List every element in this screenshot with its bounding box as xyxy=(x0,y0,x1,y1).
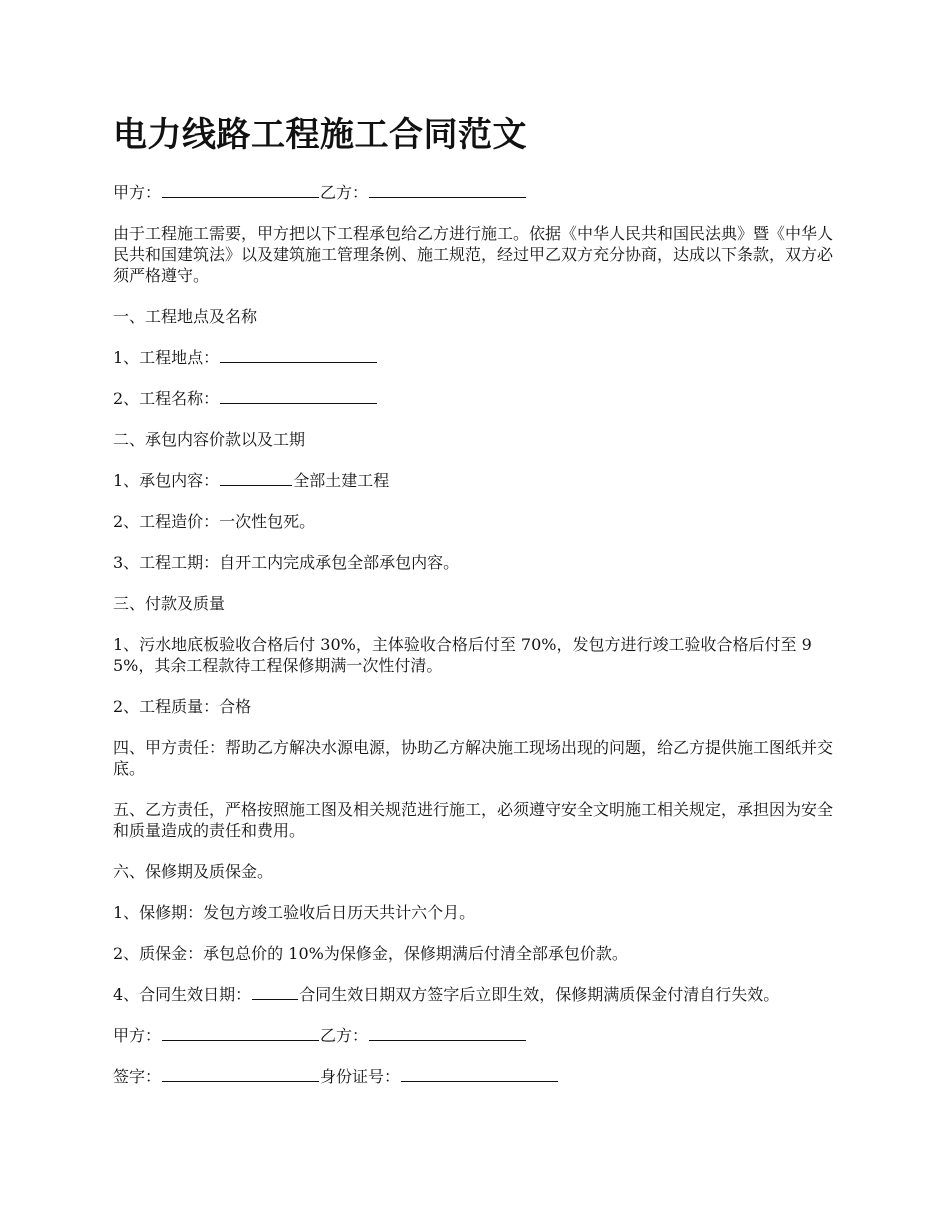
party-line-bottom xyxy=(113,1025,843,1046)
party-b-blank-bottom xyxy=(369,1039,526,1041)
party-a-blank xyxy=(162,196,319,198)
section-1-item-1 xyxy=(113,347,843,368)
party-a-blank-bottom xyxy=(162,1039,319,1041)
party-b-label-bottom: 乙方： xyxy=(320,1026,369,1045)
document-title: 电力线路工程施工合同范文 xyxy=(113,115,527,155)
section-1-item-2 xyxy=(113,388,843,409)
signature-blank xyxy=(162,1080,319,1082)
section-2-item-2: 2、工程造价：一次性包死。 xyxy=(113,512,316,531)
section-1-heading: 一、工程地点及名称 xyxy=(113,307,258,326)
signature-line xyxy=(113,1066,843,1087)
section-3-item-1: 1、污水地底板验收合格后付 30%，主体验收合格后付至 70%，发包方进行竣工验收合格后付至 95%，其余工程款待工程保修期满一次性付清。 xyxy=(113,635,812,675)
project-location-blank xyxy=(220,361,377,363)
section-5-paragraph: 五、乙方责任，严格按照施工图及相关规范进行施工，必须遵守安全文明施工相关规定，承担因为安全和质量造成的责任和费用。 xyxy=(113,800,834,840)
party-b-blank xyxy=(369,196,526,198)
section-6-heading: 六、保修期及质保金。 xyxy=(113,862,274,881)
party-line-top xyxy=(113,182,843,203)
party-a-label: 甲方： xyxy=(113,183,162,202)
id-number-label: 身份证号： xyxy=(320,1067,401,1086)
section-6-item-1: 1、保修期：发包方竣工验收后日历天共计六个月。 xyxy=(113,903,476,922)
project-name-label: 2、工程名称： xyxy=(113,389,220,408)
id-number-blank xyxy=(401,1080,558,1082)
effective-date-text: 合同生效日期双方签字后立即生效，保修期满质保金付清自行失效。 xyxy=(299,985,780,1004)
signature-label: 签字： xyxy=(113,1067,162,1086)
section-2-heading: 二、承包内容价款以及工期 xyxy=(113,430,306,449)
section-3-item-2: 2、工程质量：合格 xyxy=(113,697,252,716)
contract-scope-label: 1、承包内容： xyxy=(113,471,220,490)
contract-scope-blank xyxy=(220,484,292,486)
section-2-item-1 xyxy=(113,470,843,491)
effective-date-blank xyxy=(252,998,298,1000)
party-b-label: 乙方： xyxy=(320,183,369,202)
section-4-paragraph: 四、甲方责任：帮助乙方解决水源电源，协助乙方解决施工现场出现的问题，给乙方提供施工图纸并交底。 xyxy=(113,738,834,778)
party-a-label-bottom: 甲方： xyxy=(113,1026,162,1045)
section-6-item-2: 2、质保金：承包总价的 10%为保修金，保修期满后付清全部承包价款。 xyxy=(113,944,628,963)
contract-document xyxy=(113,112,843,1107)
section-2-item-3: 3、工程工期：自开工内完成承包全部承包内容。 xyxy=(113,553,460,572)
section-3-heading: 三、付款及质量 xyxy=(113,594,226,613)
effective-date-paragraph xyxy=(113,984,843,1005)
project-location-label: 1、工程地点： xyxy=(113,348,220,367)
effective-date-label: 4、合同生效日期： xyxy=(113,985,252,1004)
intro-paragraph: 由于工程施工需要，甲方把以下工程承包给乙方进行施工。依据《中华人民共和国民法典》暨《中华人民共和国建筑法》以及建筑施工管理条例、施工规范，经过甲乙双方充分协商，达成以下条款，双方必须严格遵守。 xyxy=(113,224,834,285)
project-name-blank xyxy=(220,402,377,404)
contract-scope-text: 全部土建工程 xyxy=(293,471,390,490)
